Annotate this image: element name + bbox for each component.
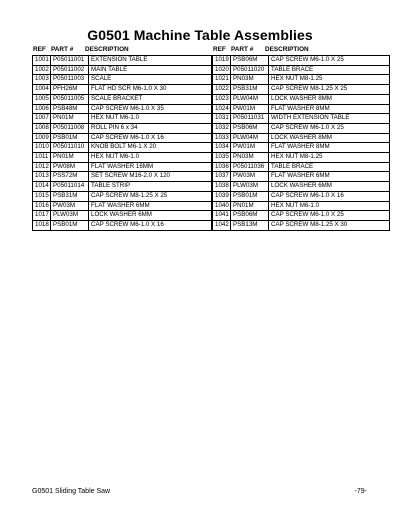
ref-cell: 1017 xyxy=(33,211,51,221)
part-number-cell: PSB13M xyxy=(231,220,269,230)
table-row xyxy=(33,123,212,133)
description-cell: LOCK WASHER 8MM xyxy=(269,94,390,104)
part-number-cell: PLW04M xyxy=(231,94,269,104)
description-cell: SCALE BRACKET xyxy=(89,94,212,104)
description-cell: MAIN TABLE xyxy=(89,65,212,75)
header-ref: REF xyxy=(33,46,46,53)
table-row xyxy=(213,123,390,133)
part-number-cell: P05011014 xyxy=(51,182,89,192)
description-cell: KNOB BOLT M6-1 X 20 xyxy=(89,143,212,153)
ref-cell: 1019 xyxy=(213,56,231,66)
ref-cell: 1039 xyxy=(213,191,231,201)
parts-list-left xyxy=(32,45,212,231)
ref-cell: 1032 xyxy=(213,123,231,133)
ref-cell: 1037 xyxy=(213,172,231,182)
parts-table-left xyxy=(32,55,212,231)
description-cell: FLAT HD SCR M6-1.0 X 30 xyxy=(89,85,212,95)
description-cell: FLAT WASHER 6MM xyxy=(89,201,212,211)
ref-cell: 1031 xyxy=(213,114,231,124)
table-row xyxy=(33,172,212,182)
description-cell: HEX NUT M8-1.25 xyxy=(269,75,390,85)
ref-cell: 1022 xyxy=(213,85,231,95)
description-cell: HEX NUT M6-1.0 xyxy=(269,201,390,211)
ref-cell: 1023 xyxy=(213,94,231,104)
table-row xyxy=(213,182,390,192)
ref-cell: 1005 xyxy=(33,94,51,104)
description-cell: CAP SCREW M8-1.25 X 30 xyxy=(269,220,390,230)
part-number-cell: PFH26M xyxy=(51,85,89,95)
part-number-cell: PSB48M xyxy=(51,104,89,114)
ref-cell: 1001 xyxy=(33,56,51,66)
table-row xyxy=(213,94,390,104)
description-cell: CAP SCREW M6-1.0 X 35 xyxy=(89,104,212,114)
part-number-cell: PSS72M xyxy=(51,172,89,182)
table-row xyxy=(33,94,212,104)
ref-cell: 1038 xyxy=(213,182,231,192)
parts-table-right xyxy=(212,55,390,231)
description-cell: CAP SCREW M6-1.0 X 25 xyxy=(269,123,390,133)
description-cell: TABLE STRIP xyxy=(89,182,212,192)
part-number-cell: PSB01M xyxy=(51,133,89,143)
table-row xyxy=(33,182,212,192)
part-number-cell: PLW04M xyxy=(231,133,269,143)
table-row xyxy=(33,133,212,143)
page-title: G0501 Machine Table Assemblies xyxy=(87,27,313,43)
table-row xyxy=(213,133,390,143)
header-ref: REF xyxy=(213,46,226,53)
ref-cell: 1006 xyxy=(33,104,51,114)
table-row xyxy=(33,104,212,114)
ref-cell: 1013 xyxy=(33,172,51,182)
ref-cell: 1016 xyxy=(33,201,51,211)
table-row xyxy=(33,85,212,95)
parts-list-right xyxy=(212,45,390,231)
part-number-cell: PLW03M xyxy=(51,211,89,221)
part-number-cell: PSB06M xyxy=(231,211,269,221)
ref-cell: 1024 xyxy=(213,104,231,114)
table-row xyxy=(33,211,212,221)
description-cell: TABLE BRACE xyxy=(269,162,390,172)
ref-cell: 1035 xyxy=(213,153,231,163)
table-row xyxy=(213,153,390,163)
part-number-cell: PN03M xyxy=(231,75,269,85)
part-number-cell: PW08M xyxy=(51,162,89,172)
part-number-cell: PW01M xyxy=(231,143,269,153)
part-number-cell: PSB31M xyxy=(231,85,269,95)
ref-cell: 1041 xyxy=(213,211,231,221)
table-row xyxy=(213,191,390,201)
table-row xyxy=(33,56,212,66)
table-row xyxy=(33,75,212,85)
table-row xyxy=(213,201,390,211)
table-row xyxy=(33,143,212,153)
ref-cell: 1011 xyxy=(33,153,51,163)
part-number-cell: PN01M xyxy=(51,114,89,124)
header-description: DESCRIPTION xyxy=(85,46,129,53)
ref-cell: 1040 xyxy=(213,201,231,211)
ref-cell: 1034 xyxy=(213,143,231,153)
description-cell: HEX NUT M6-1.0 xyxy=(89,114,212,124)
table-row xyxy=(33,114,212,124)
table-row xyxy=(213,75,390,85)
part-number-cell: P05011036 xyxy=(231,162,269,172)
description-cell: FLAT WASHER 16MM xyxy=(89,162,212,172)
description-cell: CAP SCREW M6-1.0 X 25 xyxy=(269,56,390,66)
part-number-cell: P05011002 xyxy=(51,65,89,75)
part-number-cell: PSB06M xyxy=(231,123,269,133)
part-number-cell: P05011005 xyxy=(51,94,89,104)
ref-cell: 1018 xyxy=(33,220,51,230)
table-row xyxy=(33,191,212,201)
ref-cell: 1014 xyxy=(33,182,51,192)
description-cell: SET SCREW M16-2.0 X 120 xyxy=(89,172,212,182)
ref-cell: 1015 xyxy=(33,191,51,201)
ref-cell: 1033 xyxy=(213,133,231,143)
description-cell: LOCK WASHER 6MM xyxy=(269,182,390,192)
ref-cell: 1008 xyxy=(33,123,51,133)
ref-cell: 1010 xyxy=(33,143,51,153)
table-row xyxy=(213,56,390,66)
table-row xyxy=(213,162,390,172)
footer-page-number: -79- xyxy=(354,488,367,495)
description-cell: CAP SCREW M8-1.25 X 25 xyxy=(89,191,212,201)
table-row xyxy=(33,162,212,172)
description-cell: WIDTH EXTENSION TABLE xyxy=(269,114,390,124)
description-cell: FLAT WASHER 8MM xyxy=(269,143,390,153)
description-cell: CAP SCREW M6-1.0 X 16 xyxy=(269,191,390,201)
column-headers-right xyxy=(212,45,390,55)
part-number-cell: PLW03M xyxy=(231,182,269,192)
part-number-cell: P05011003 xyxy=(51,75,89,85)
description-cell: FLAT WASHER 8MM xyxy=(269,104,390,114)
ref-cell: 1002 xyxy=(33,65,51,75)
ref-cell: 1007 xyxy=(33,114,51,124)
part-number-cell: PW03M xyxy=(231,172,269,182)
part-number-cell: PN01M xyxy=(231,201,269,211)
description-cell: EXTENSION TABLE xyxy=(89,56,212,66)
table-row xyxy=(213,114,390,124)
description-cell: FLAT WASHER 6MM xyxy=(269,172,390,182)
part-number-cell: PW01M xyxy=(231,104,269,114)
description-cell: LOCK WASHER 8MM xyxy=(269,133,390,143)
table-row xyxy=(33,153,212,163)
part-number-cell: PSB31M xyxy=(51,191,89,201)
table-row xyxy=(213,220,390,230)
description-cell: LOCK WASHER 6MM xyxy=(89,211,212,221)
footer-manual-title: G0501 Sliding Table Saw xyxy=(32,488,111,495)
description-cell: CAP SCREW M6-1.0 X 16 xyxy=(89,133,212,143)
description-cell: TABLE BRACE xyxy=(269,65,390,75)
part-number-cell: PSB01M xyxy=(51,220,89,230)
table-row xyxy=(33,201,212,211)
table-row xyxy=(213,104,390,114)
description-cell: HEX NUT M6-1.0 xyxy=(89,153,212,163)
header-description: DESCRIPTION xyxy=(265,46,309,53)
column-headers-left xyxy=(32,45,212,55)
ref-cell: 1004 xyxy=(33,85,51,95)
description-cell: CAP SCREW M6-1.0 X 25 xyxy=(269,211,390,221)
table-row xyxy=(213,172,390,182)
part-number-cell: PN01M xyxy=(51,153,89,163)
part-number-cell: PN03M xyxy=(231,153,269,163)
part-number-cell: P05011020 xyxy=(231,65,269,75)
table-row xyxy=(33,220,212,230)
table-row xyxy=(213,143,390,153)
ref-cell: 1042 xyxy=(213,220,231,230)
part-number-cell: P05011031 xyxy=(231,114,269,124)
ref-cell: 1009 xyxy=(33,133,51,143)
part-number-cell: PSB06M xyxy=(231,56,269,66)
part-number-cell: PW03M xyxy=(51,201,89,211)
table-row xyxy=(213,65,390,75)
description-cell: CAP SCREW M6-1.0 X 16 xyxy=(89,220,212,230)
header-part-number: PART # xyxy=(51,46,74,53)
description-cell: ROLL PIN 6 x 34 xyxy=(89,123,212,133)
ref-cell: 1012 xyxy=(33,162,51,172)
description-cell: CAP SCREW M8-1.25 X 25 xyxy=(269,85,390,95)
part-number-cell: PSB01M xyxy=(231,191,269,201)
ref-cell: 1036 xyxy=(213,162,231,172)
ref-cell: 1021 xyxy=(213,75,231,85)
part-number-cell: P05011001 xyxy=(51,56,89,66)
description-cell: HEX NUT M8-1.25 xyxy=(269,153,390,163)
part-number-cell: P05011010 xyxy=(51,143,89,153)
ref-cell: 1020 xyxy=(213,65,231,75)
header-part-number: PART # xyxy=(231,46,254,53)
table-row xyxy=(33,65,212,75)
table-row xyxy=(213,85,390,95)
part-number-cell: P05011008 xyxy=(51,123,89,133)
table-row xyxy=(213,211,390,221)
description-cell: SCALE xyxy=(89,75,212,85)
ref-cell: 1003 xyxy=(33,75,51,85)
